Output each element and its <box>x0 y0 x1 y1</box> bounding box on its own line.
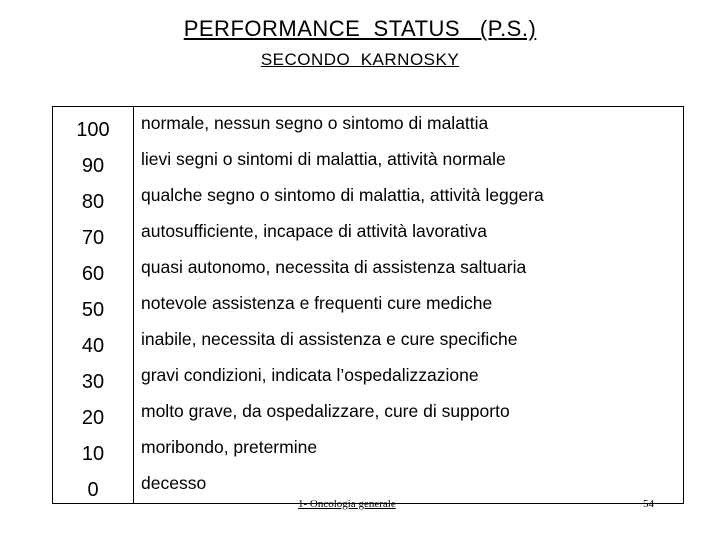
description-cell: quasi autonomo, necessita di assistenza saltuaria <box>141 257 527 277</box>
score-cell: 30 <box>81 371 105 393</box>
description-cell: molto grave, da ospedalizzare, cure di supporto <box>141 401 510 421</box>
score-cell: 20 <box>81 407 105 429</box>
table-row <box>53 217 683 253</box>
description-cell: notevole assistenza e frequenti cure mediche <box>141 293 493 313</box>
description-cell: qualche segno o sintomo di malattia, attività leggera <box>141 185 544 205</box>
description-cell: lievi segni o sintomi di malattia, attività normale <box>141 149 506 169</box>
table-row <box>53 181 683 217</box>
page-number: 54 <box>643 498 654 510</box>
description-cell: gravi condizioni, indicata l’ospedalizzazione <box>141 365 479 385</box>
description-cell: decesso <box>141 473 207 493</box>
page-title: PERFORMANCE STATUS (P.S.) <box>183 16 537 41</box>
table-row <box>53 253 683 289</box>
description-cell: normale, nessun segno o sintomo di malattia <box>141 113 489 133</box>
table-row <box>53 397 683 433</box>
page-subtitle: SECONDO KARNOSKY <box>260 50 460 69</box>
score-cell: 90 <box>81 155 105 177</box>
score-cell: 100 <box>76 119 110 141</box>
score-cell: 0 <box>87 479 99 501</box>
score-cell: 10 <box>81 443 105 465</box>
table-row <box>53 109 683 145</box>
score-cell: 80 <box>81 191 105 213</box>
table-row <box>53 145 683 181</box>
score-cell: 70 <box>81 227 105 249</box>
description-cell: moribondo, pretermine <box>141 437 318 457</box>
description-cell: autosufficiente, incapace di attività lavorativa <box>141 221 487 241</box>
table-row <box>53 361 683 397</box>
karnofsky-table <box>52 106 684 504</box>
table-row <box>53 325 683 361</box>
description-cell: inabile, necessita di assistenza e cure specifiche <box>141 329 518 349</box>
score-cell: 60 <box>81 263 105 285</box>
table-row <box>53 289 683 325</box>
score-cell: 50 <box>81 299 105 321</box>
table-row <box>53 433 683 469</box>
score-cell: 40 <box>81 335 105 357</box>
footer-text: 1- Oncologia generale <box>298 498 396 510</box>
